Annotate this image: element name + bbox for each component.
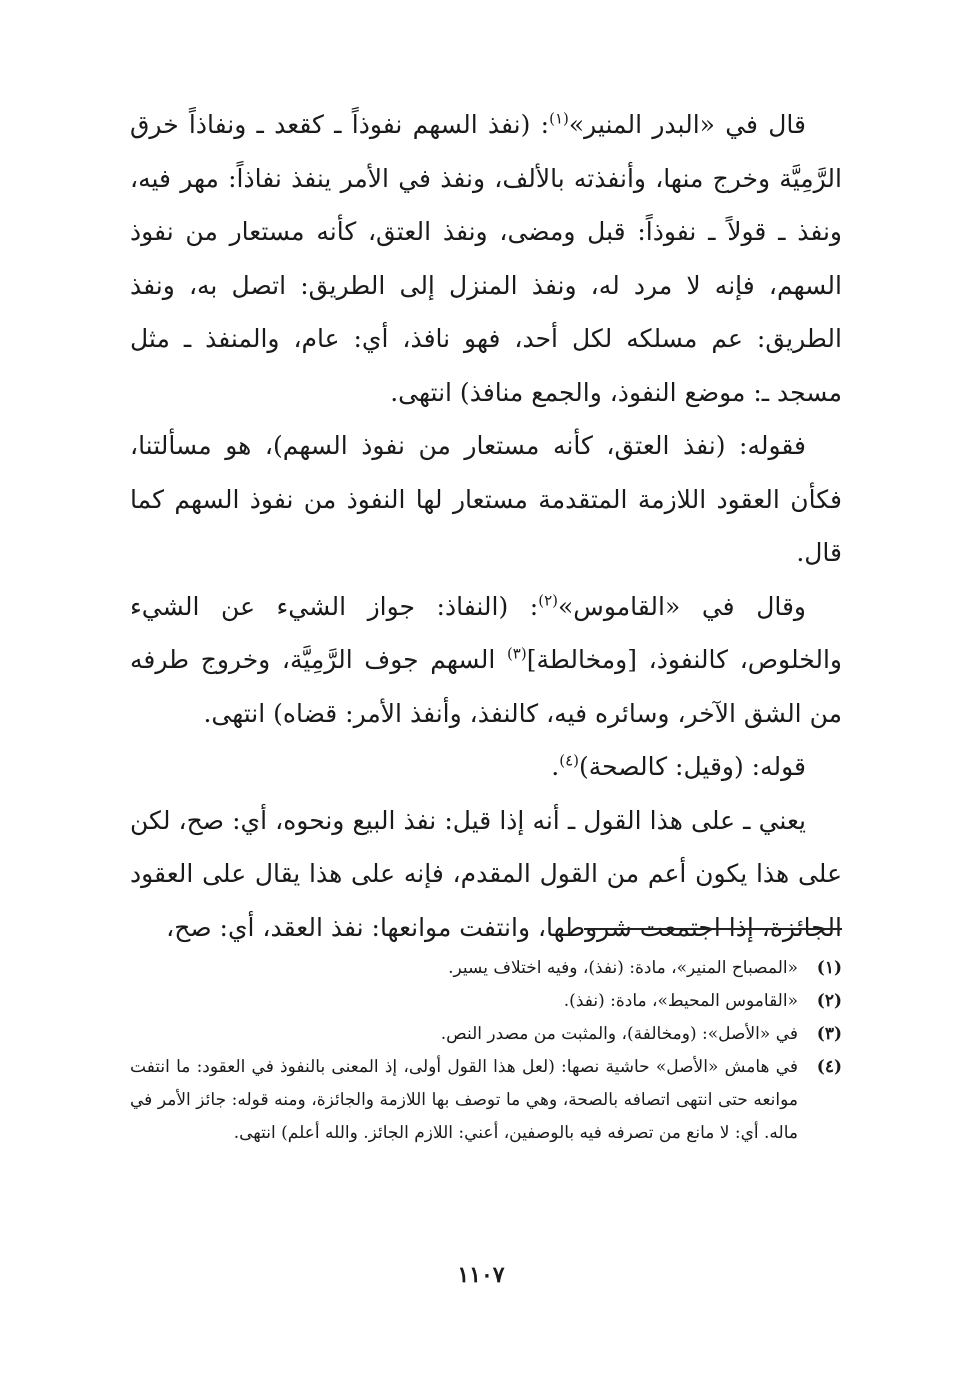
footnote-2 <box>130 985 842 1018</box>
paragraph-3-after: السهم جوف الرَّمِيَّة، وخروج طرفه من الشق الآخر، وسائره فيه، كالنفذ، وأنفذ الأمر: قضاه) انتهى. <box>130 645 842 728</box>
footnote-text: «القاموس المحيط»، مادة: (نفذ). <box>563 991 798 1011</box>
footnote-number: (٤) <box>816 1057 842 1077</box>
footnote-ref-4: (٤) <box>559 751 579 770</box>
footnotes <box>130 952 842 1150</box>
footnote-number: (٣) <box>816 1024 842 1044</box>
footnote-number: (٢) <box>816 991 842 1011</box>
footnote-4 <box>130 1051 842 1150</box>
paragraph-4 <box>130 740 842 794</box>
footnote-1 <box>130 952 842 985</box>
paragraph-5-text: يعني ـ على هذا القول ـ أنه إذا قيل: نفذ البيع ونحوه، أي: صح، لكن على هذا يكون أعم من القول المقدم، فإنه على هذا يقال على العقود الجائزة، إذا اجتمعت شروطها، وانتفت موانعها: نفذ العقد، أي: صح، <box>130 805 842 942</box>
paragraph-3 <box>130 580 842 741</box>
footnote-number: (١) <box>816 958 842 978</box>
footnote-text: في هامش «الأصل» حاشية نصها: (لعل هذا القول أولى، إذ المعنى بالنفوذ في العقود: ما انتفت موانعه حتى انتهى اتصافه بالصحة، وهي ما توصف بها اللازمة والجائزة، ومنه قوله: جائز الأمر في ماله. أي: لا مانع من تصرفه فيه بالوصفين، أعني: اللازم الجائز. والله أعلم) انتهى. <box>130 1057 798 1143</box>
footnote-ref-3: (٣) <box>506 644 527 663</box>
paragraph-4-before: قوله: (وقيل: كالصحة) <box>579 752 806 781</box>
paragraph-1 <box>130 98 842 419</box>
paragraph-3-middle: : (النفاذ: جواز الشيء عن الشيء والخلوص، كالنفوذ، [ومخالطة] <box>130 591 842 674</box>
footnote-3 <box>130 1018 842 1051</box>
paragraph-4-after: . <box>551 752 560 781</box>
page-number: ١١٠٧ <box>457 1262 505 1288</box>
paragraph-3-before: وقال في «القاموس» <box>558 591 806 621</box>
footnote-ref-1: (١) <box>549 109 569 128</box>
footnote-text: «المصباح المنير»، مادة: (نفذ)، وفيه اختلاف يسير. <box>448 958 798 978</box>
paragraph-1-after: : (نفذ السهم نفوذاً ـ كقعد ـ ونفاذاً خرق الرَّمِيَّة وخرج منها، وأنفذته بالألف، ونفذ في الأمر ينفذ نفاذاً: مهر فيه، ونفذ ـ قولاً ـ نفوذاً: قبل ومضى، ونفذ العتق، كأنه مستعار من نفوذ السهم، فإنه لا مرد له، ونفذ المنزل إلى الطريق: اتصل به، ونفذ الطريق: عم مسلكه لكل أحد، فهو نافذ، أي: عام، والمنفذ ـ مثل مسجد ـ: موضع النفوذ، والجمع منافذ) انتهى. <box>130 110 842 407</box>
paragraph-1-before: قال في «البدر المنير» <box>568 110 806 139</box>
footnote-divider <box>584 928 842 930</box>
footnote-ref-2: (٢) <box>538 591 559 610</box>
paragraph-2-text: فقوله: (نفذ العتق، كأنه مستعار من نفوذ السهم)، هو مسألتنا، فكأن العقود اللازمة المتقدمة مستعار لها النفوذ من نفوذ السهم كما قال. <box>130 431 842 567</box>
main-text <box>130 98 842 954</box>
paragraph-2 <box>130 419 842 580</box>
footnote-text: في «الأصل»: (ومخالفة)، والمثبت من مصدر النص. <box>440 1024 798 1044</box>
